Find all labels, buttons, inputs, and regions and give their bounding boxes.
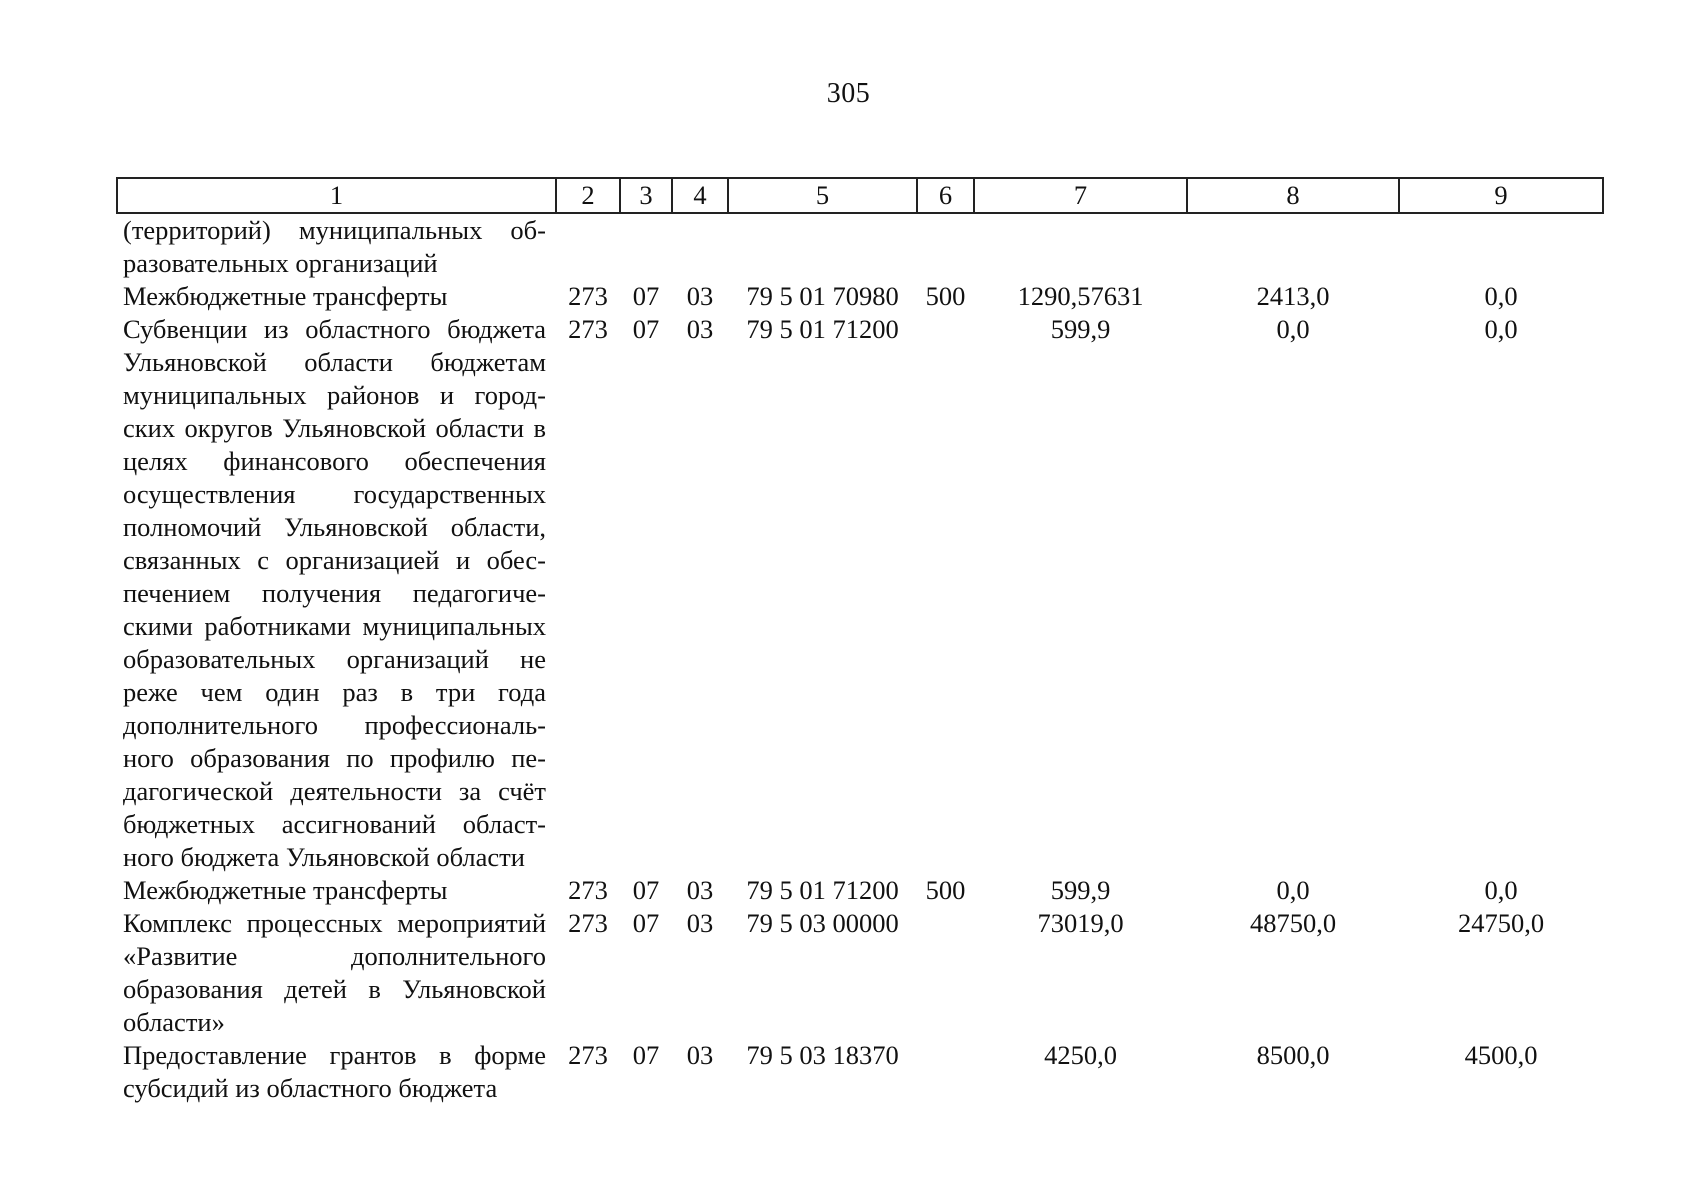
header-col-2: 2 bbox=[556, 178, 620, 213]
header-col-6: 6 bbox=[917, 178, 974, 213]
cell-expense-type bbox=[917, 313, 974, 874]
cell-amount-col7: 4250,0 bbox=[1044, 1040, 1117, 1070]
cell-amount-col8: 8500,0 bbox=[1256, 1040, 1330, 1070]
cell-amount-col9: 24750,0 bbox=[1457, 908, 1545, 938]
cell-ministry-code: 273 bbox=[568, 908, 608, 938]
table-header bbox=[117, 178, 1603, 213]
cell-amount-col7: 1290,57631 bbox=[1017, 281, 1144, 311]
cell-amount-col7: 599,9 bbox=[1050, 314, 1111, 344]
cell-amount-col9: 4500,0 bbox=[1464, 1040, 1538, 1070]
cell-target-article: 79 5 03 18370 bbox=[746, 1040, 899, 1070]
cell-target-article: 79 5 01 70980 bbox=[746, 281, 899, 311]
cell-amount-col8 bbox=[1187, 213, 1399, 280]
cell-ministry-code: 273 bbox=[568, 314, 608, 344]
table-row bbox=[117, 213, 1603, 280]
header-col-9: 9 bbox=[1399, 178, 1603, 213]
cell-subsection-code: 03 bbox=[686, 281, 714, 311]
header-col-1: 1 bbox=[117, 178, 556, 213]
cell-ministry-code: 273 bbox=[568, 875, 608, 905]
cell-expense-type bbox=[917, 1039, 974, 1105]
header-col-5: 5 bbox=[728, 178, 917, 213]
cell-ministry-code: 273 bbox=[568, 1040, 608, 1070]
budget-table bbox=[116, 177, 1604, 1105]
cell-section-code: 07 bbox=[632, 281, 660, 311]
table-row bbox=[117, 280, 1603, 313]
cell-section-code: 07 bbox=[632, 314, 660, 344]
cell-amount-col9: 0,0 bbox=[1484, 281, 1518, 311]
table-row bbox=[117, 907, 1603, 1039]
table-row bbox=[117, 1039, 1603, 1105]
cell-target-article: 79 5 01 71200 bbox=[746, 314, 899, 344]
cell-amount-col7 bbox=[974, 213, 1187, 280]
header-col-4: 4 bbox=[672, 178, 728, 213]
cell-section-code: 07 bbox=[632, 908, 660, 938]
cell-amount-col8: 0,0 bbox=[1276, 314, 1310, 344]
table-header-row bbox=[117, 178, 1603, 213]
cell-target-article bbox=[728, 213, 917, 280]
cell-section-code: 07 bbox=[632, 875, 660, 905]
cell-amount-col8: 48750,0 bbox=[1249, 908, 1337, 938]
cell-subsection-code: 03 bbox=[686, 314, 714, 344]
header-col-8: 8 bbox=[1187, 178, 1399, 213]
table-row bbox=[117, 313, 1603, 874]
row-name: Межбюджетные трансферты bbox=[123, 281, 448, 311]
cell-subsection-code: 03 bbox=[686, 908, 714, 938]
cell-amount-col8: 0,0 bbox=[1276, 875, 1310, 905]
row-name: Комплекс процессных мероприятий «Развитие дополнительного образования детей в Ульяновской области» bbox=[123, 908, 546, 1037]
cell-expense-type: 500 bbox=[925, 875, 966, 905]
row-name: Субвенции из областного бюджета Ульяновской области бюджетам муниципальных районов и городских округов Ульяновской области в целях финансового обеспечения осуществления государственных полномочий Ульяновской области, связанных с организацией и обеспечением получения педагогическими работниками муниципальных образовательных организаций не реже чем один раз в три года дополнительного профессионального образования по профилю педагогической деятельности за счёт бюджетных ассигнований областного бюджета Ульяновской области bbox=[123, 314, 546, 872]
cell-target-article: 79 5 03 00000 bbox=[746, 908, 899, 938]
cell-section-code: 07 bbox=[632, 1040, 660, 1070]
cell-amount-col9 bbox=[1399, 213, 1603, 280]
cell-subsection-code: 03 bbox=[686, 1040, 714, 1070]
cell-subsection-code bbox=[672, 213, 728, 280]
cell-ministry-code bbox=[556, 213, 620, 280]
page-number: 305 bbox=[826, 78, 871, 109]
cell-expense-type bbox=[917, 907, 974, 1039]
cell-amount-col9: 0,0 bbox=[1484, 314, 1518, 344]
cell-target-article: 79 5 01 71200 bbox=[746, 875, 899, 905]
header-col-7: 7 bbox=[974, 178, 1187, 213]
cell-subsection-code: 03 bbox=[686, 875, 714, 905]
row-name: Межбюджетные трансферты bbox=[123, 875, 448, 905]
cell-ministry-code: 273 bbox=[568, 281, 608, 311]
cell-expense-type: 500 bbox=[925, 281, 966, 311]
cell-amount-col7: 599,9 bbox=[1050, 875, 1111, 905]
row-name: Предоставление грантов в форме субсидий из областного бюджета bbox=[123, 1040, 546, 1103]
row-name: (территорий) муниципальных образовательных организаций bbox=[123, 215, 546, 278]
cell-expense-type bbox=[917, 213, 974, 280]
cell-amount-col8: 2413,0 bbox=[1256, 281, 1330, 311]
header-col-3: 3 bbox=[620, 178, 672, 213]
table-row bbox=[117, 874, 1603, 907]
cell-amount-col7: 73019,0 bbox=[1037, 908, 1124, 938]
cell-amount-col9: 0,0 bbox=[1484, 875, 1518, 905]
cell-section-code bbox=[620, 213, 672, 280]
